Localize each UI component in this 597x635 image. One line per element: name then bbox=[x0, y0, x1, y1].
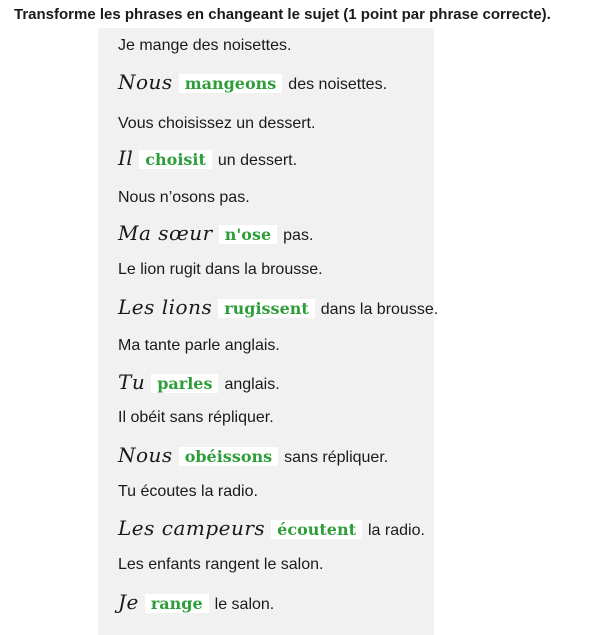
handwritten-subject-4: Les lions bbox=[118, 295, 213, 319]
model-sentence-2: Vous choisissez un dessert. bbox=[118, 115, 316, 132]
model-sentence-5: Ma tante parle anglais. bbox=[118, 337, 280, 354]
model-sentence-4: Le lion rugit dans la brousse. bbox=[118, 261, 323, 278]
answer-line-6 bbox=[118, 443, 388, 467]
sentence-end-6: sans répliquer. bbox=[284, 449, 389, 466]
handwritten-subject-2: Il bbox=[118, 146, 134, 170]
sentence-end-4: dans la brousse. bbox=[320, 301, 439, 318]
sentence-end-2: un dessert. bbox=[217, 152, 298, 169]
model-sentence-7: Tu écoutes la radio. bbox=[118, 483, 258, 500]
handwritten-subject-3: Ma sœur bbox=[118, 221, 213, 245]
answer-field-3[interactable]: n'ose bbox=[219, 225, 277, 244]
model-sentence-1: Je mange des noisettes. bbox=[118, 37, 292, 54]
model-sentence-6: Il obéit sans répliquer. bbox=[118, 409, 274, 426]
answer-line-8 bbox=[118, 590, 274, 614]
answer-line-5 bbox=[118, 370, 280, 394]
instruction-title: Transforme les phrases en changeant le sujet (1 point par phrase correcte). bbox=[14, 6, 551, 23]
sentence-end-7: la radio. bbox=[368, 522, 425, 539]
answer-field-4[interactable]: rugissent bbox=[218, 299, 315, 318]
answer-field-1[interactable]: mangeons bbox=[179, 74, 283, 93]
handwritten-subject-8: Je bbox=[118, 590, 139, 614]
answer-field-5[interactable]: parles bbox=[151, 374, 218, 393]
handwritten-subject-6: Nous bbox=[118, 443, 173, 467]
sentence-end-5: anglais. bbox=[224, 376, 280, 393]
answer-field-7[interactable]: écoutent bbox=[271, 520, 362, 539]
handwritten-subject-5: Tu bbox=[118, 370, 146, 394]
sentence-end-1: des noisettes. bbox=[288, 76, 388, 93]
sentence-end-3: pas. bbox=[283, 227, 314, 244]
model-sentence-8: Les enfants rangent le salon. bbox=[118, 556, 324, 573]
answer-field-8[interactable]: range bbox=[145, 594, 209, 613]
answer-line-4 bbox=[118, 295, 438, 319]
answer-line-1 bbox=[118, 70, 387, 94]
answer-field-2[interactable]: choisit bbox=[139, 150, 212, 169]
answer-line-7 bbox=[118, 516, 425, 540]
sentence-end-8: le salon. bbox=[214, 596, 275, 613]
model-sentence-3: Nous n’osons pas. bbox=[118, 189, 250, 206]
answer-line-3 bbox=[118, 221, 313, 245]
handwritten-subject-7: Les campeurs bbox=[118, 516, 266, 540]
answer-field-6[interactable]: obéissons bbox=[179, 447, 278, 466]
answer-line-2 bbox=[118, 146, 297, 170]
handwritten-subject-1: Nous bbox=[118, 70, 173, 94]
